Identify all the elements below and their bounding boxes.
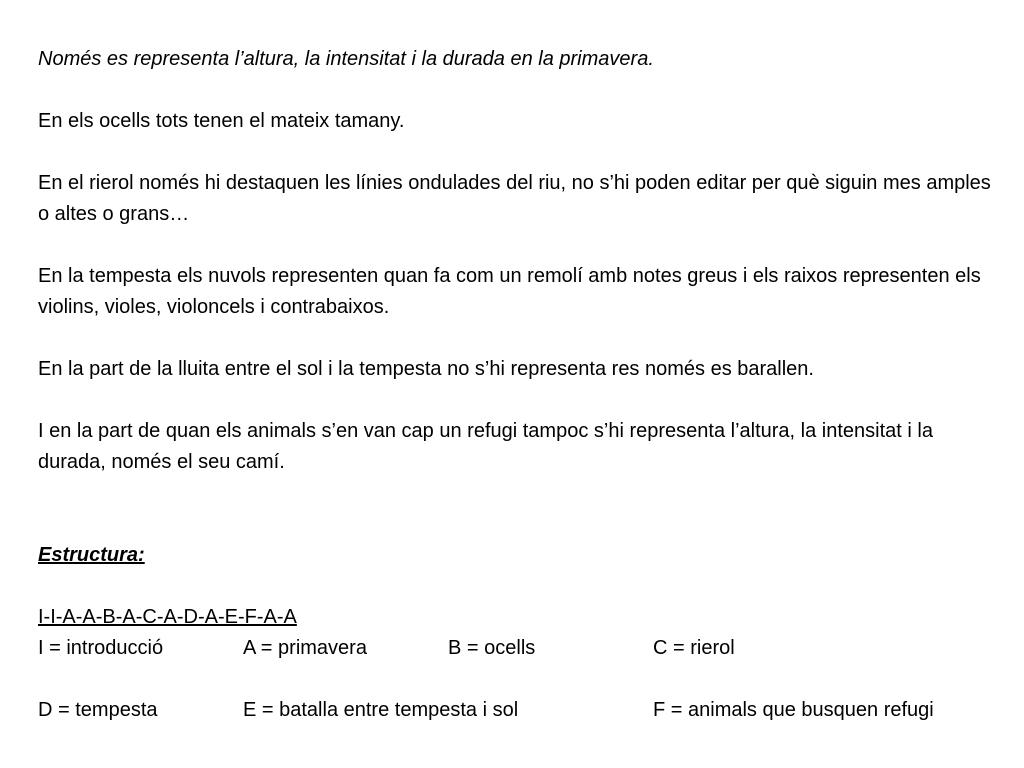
ocells-paragraph: En els ocells tots tenen el mateix tamany. [38, 110, 405, 132]
legend-item-i: I = introducció [38, 637, 164, 659]
tempesta-paragraph: En la tempesta els nuvols representen quan fa com un remolí amb notes greus i els raixos representen els violins, violes, violoncels i contrabaixos. [38, 265, 981, 318]
spacer [38, 478, 998, 540]
lluita-paragraph: En la part de la lluita entre el sol i la tempesta no s’hi representa res només es barallen. [38, 358, 814, 380]
intro-paragraph: Només es representa l’altura, la intensitat i la durada en la primavera. [38, 48, 654, 70]
legend-item-c: C = rierol [653, 637, 735, 659]
spacer [38, 664, 998, 695]
refugi-paragraph: I en la part de quan els animals s’en van cap un refugi tampoc s’hi representa l’altura, la intensitat i la durada, només el seu camí. [38, 420, 933, 473]
spacer [38, 385, 998, 416]
spacer [38, 323, 998, 354]
legend-row-2 [38, 695, 998, 726]
legend-item-b: B = ocells [448, 637, 536, 659]
spacer [38, 75, 998, 106]
spacer [38, 230, 998, 261]
legend-row-1 [38, 633, 998, 664]
structure-sequence: I-I-A-A-B-A-C-A-D-A-E-F-A-A [38, 606, 297, 628]
legend-item-d: D = tempesta [38, 699, 158, 721]
legend-item-f: F = animals que busquen refugi [653, 699, 934, 721]
slide-content [38, 44, 998, 726]
legend-item-e: E = batalla entre tempesta i sol [243, 699, 519, 721]
legend-item-a: A = primavera [243, 637, 367, 659]
spacer [38, 137, 998, 168]
spacer [38, 571, 998, 602]
rierol-paragraph: En el rierol només hi destaquen les línies ondulades del riu, no s’hi poden editar per què siguin mes amples o altes o grans… [38, 172, 991, 225]
structure-heading: Estructura: [38, 544, 145, 566]
